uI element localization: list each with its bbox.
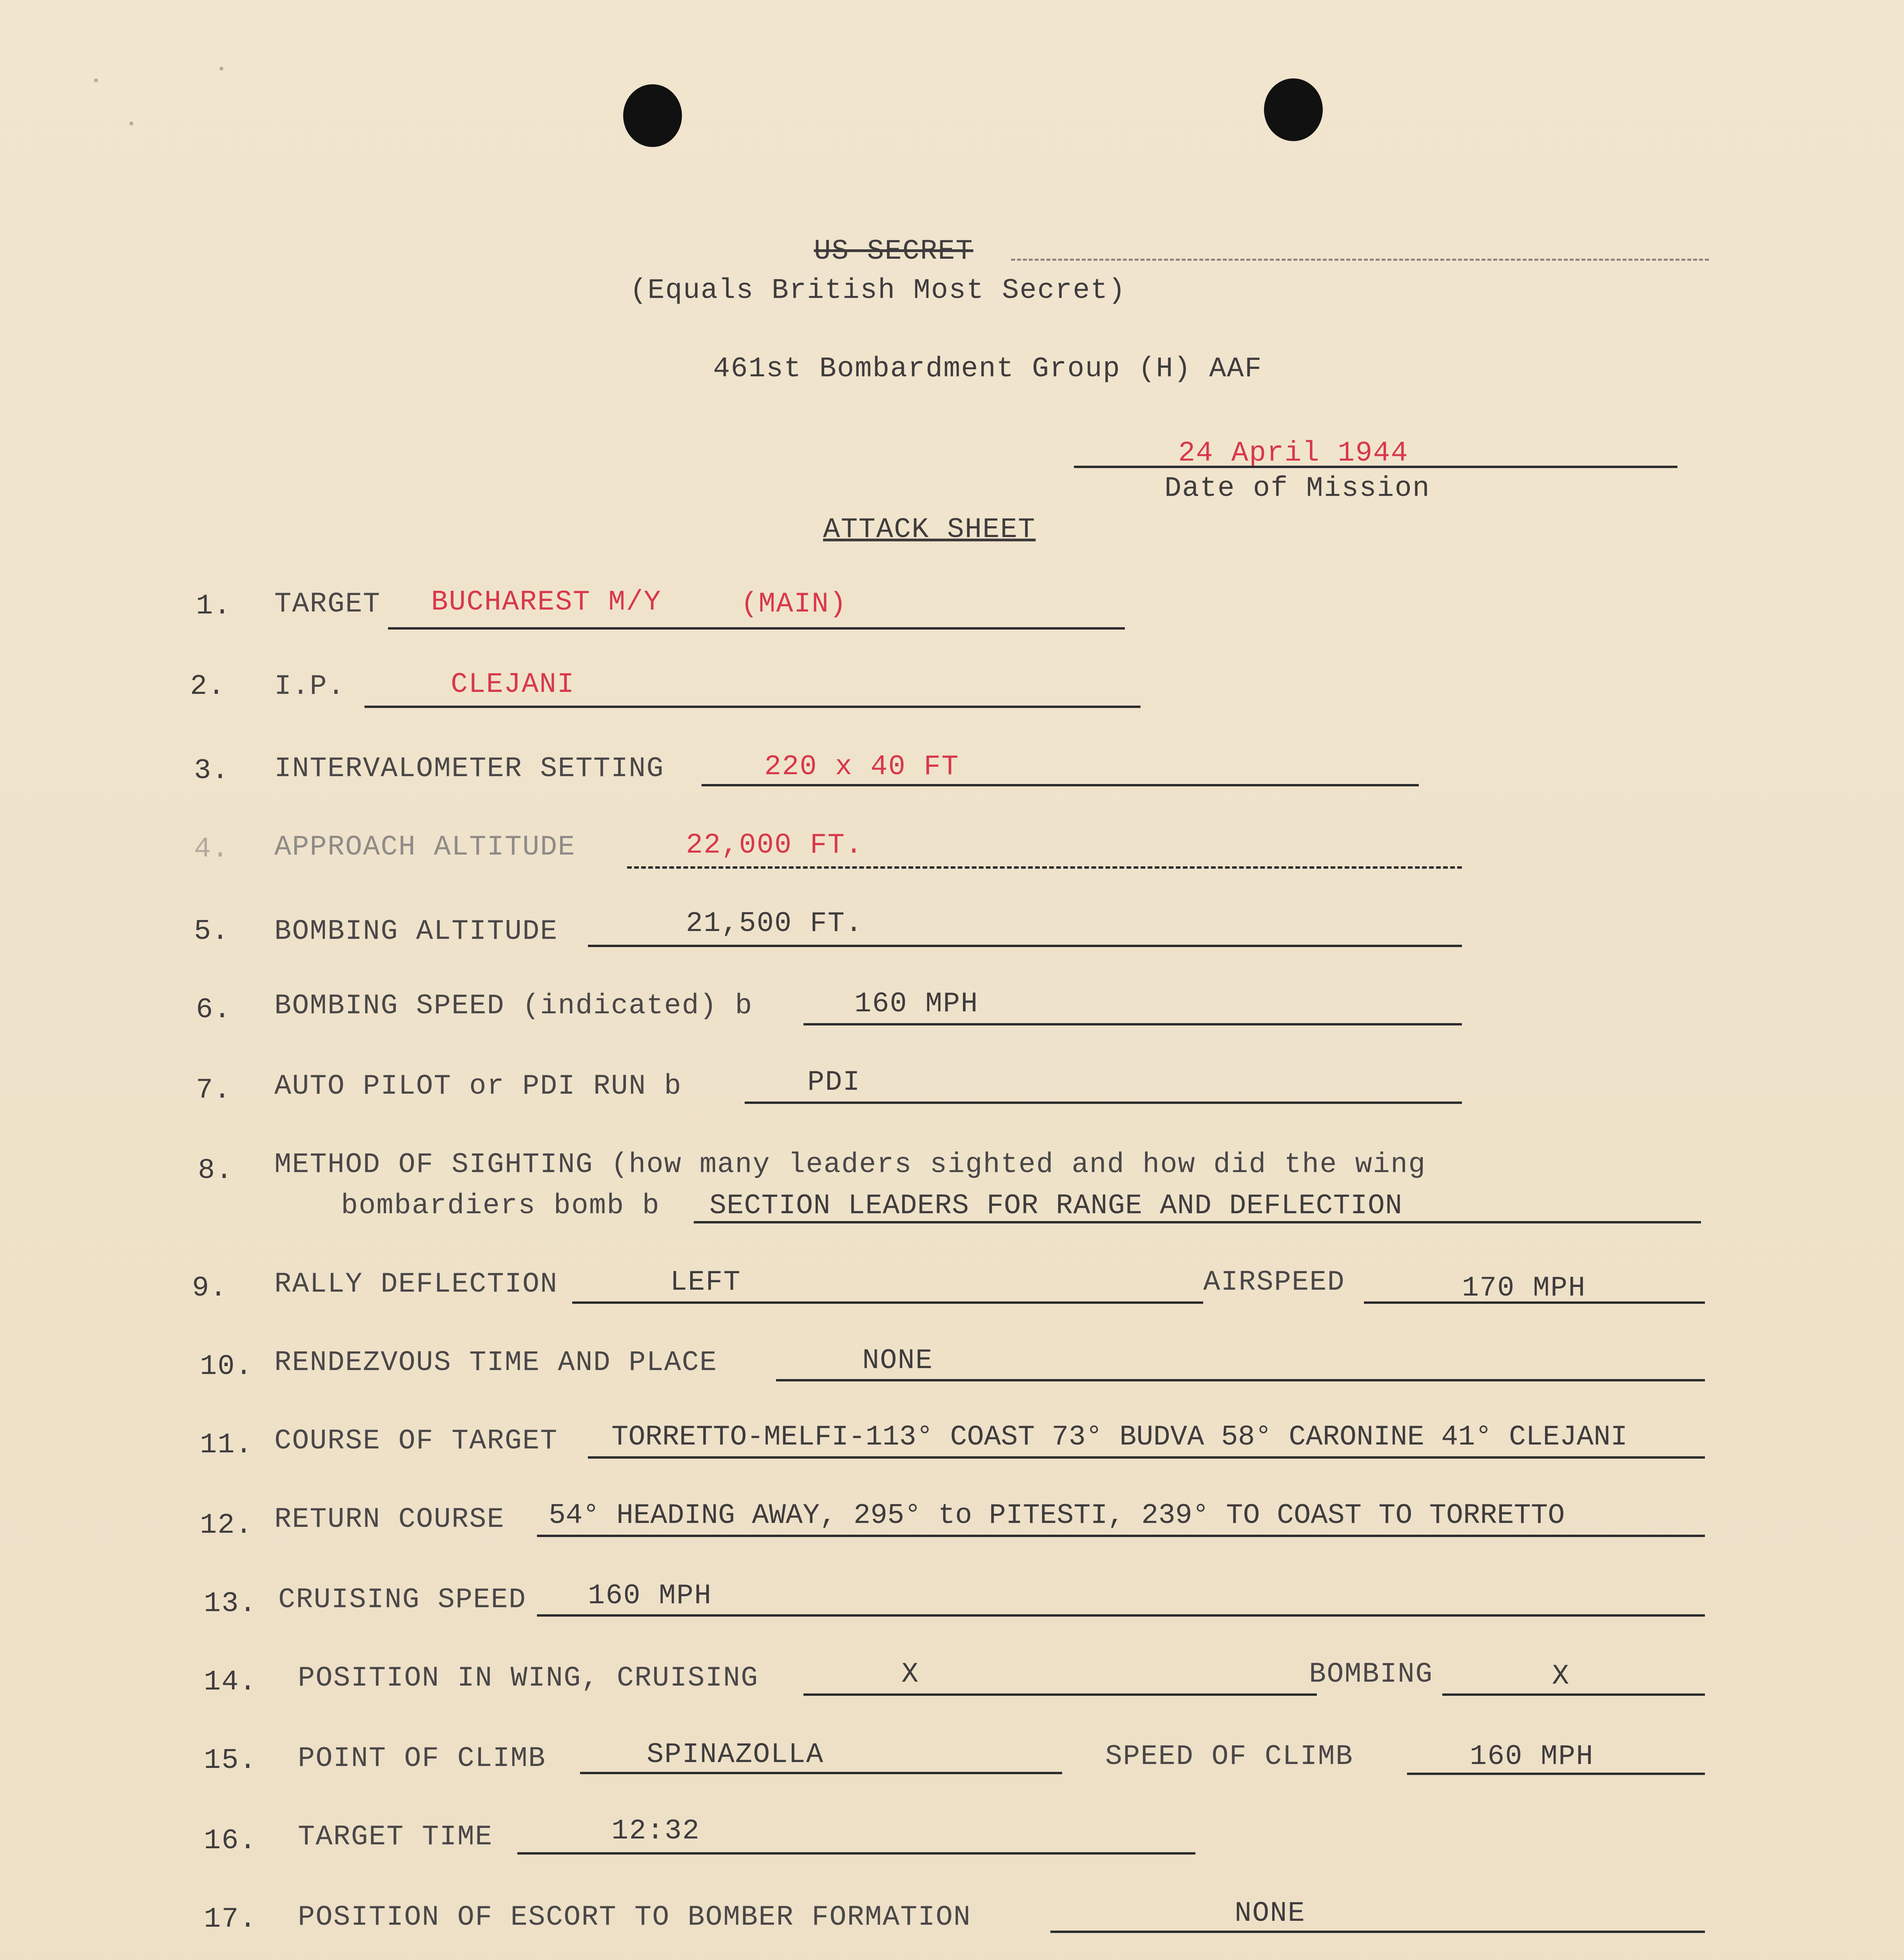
field-line [537,1535,1705,1537]
item-number: 9. [192,1272,228,1304]
item-number: 17. [204,1903,257,1935]
item-number: 11. [200,1429,253,1461]
unit-name: 461st Bombardment Group (H) AAF [713,353,1262,385]
field-label: TARGET [274,588,381,620]
mission-date-line [1074,466,1677,468]
field-label-climb-speed: SPEED OF CLIMB [1105,1740,1353,1773]
mission-date: 24 April 1944 [1178,437,1409,469]
equals-note: (Equals British Most Secret) [630,274,1126,307]
item-number: 3. [194,755,230,787]
item-number: 7. [196,1074,232,1106]
field-label: I.P. [274,670,345,702]
field-label: INTERVALOMETER SETTING [274,753,664,785]
bombing-speed-value: 160 MPH [854,988,979,1020]
item-number: 10. [200,1350,253,1383]
cruising-speed-value: 160 MPH [588,1580,712,1612]
punch-hole-left [623,84,682,147]
field-label-bombing: BOMBING [1309,1658,1433,1690]
escort-position-value: NONE [1235,1897,1306,1929]
field-label: POSITION OF ESCORT TO BOMBER FORMATION [298,1901,971,1933]
field-line [745,1102,1462,1104]
item-number: 15. [204,1744,257,1777]
item-number: 6. [196,994,232,1026]
field-line [1442,1693,1705,1696]
approach-altitude-value: 22,000 FT. [686,829,863,861]
field-label: BOMBING ALTITUDE [274,915,558,947]
field-label: BOMBING SPEED (indicated) b [274,990,753,1022]
rendezvous-value: NONE [862,1345,933,1377]
item-number: 13. [204,1588,257,1620]
field-label: APPROACH ALTITUDE [274,831,576,863]
field-label-cont: bombardiers bomb b [341,1190,660,1222]
field-label: AUTO PILOT or PDI RUN b [274,1070,682,1102]
course-value: TORRETTO-MELFI-113° COAST 73° BUDVA 58° CARONINE 41° CLEJANI [611,1421,1628,1453]
item-number: 14. [204,1666,257,1698]
paper-speck [129,122,133,125]
field-label: RETURN COURSE [274,1503,505,1535]
item-number: 8. [198,1154,234,1187]
field-line [627,866,1462,869]
field-line [572,1301,1203,1304]
bombing-position-value: X [1552,1660,1570,1692]
return-course-value: 54° HEADING AWAY, 295° to PITESTI, 239° TO COAST TO TORRETTO [549,1499,1565,1532]
field-line [702,784,1419,786]
item-number: 12. [200,1509,253,1541]
cruising-position-value: X [901,1658,919,1690]
ip-value: CLEJANI [451,668,575,701]
target-time-value: 12:32 [611,1815,700,1847]
pdi-value: PDI [807,1066,861,1098]
climb-speed-value: 160 MPH [1470,1740,1594,1773]
field-line [537,1614,1705,1617]
field-line [776,1379,1705,1381]
field-label: COURSE OF TARGET [274,1425,558,1457]
paper-speck [94,78,98,82]
paper-speck [219,67,223,71]
field-line [588,1456,1705,1459]
field-line [517,1852,1195,1855]
bombing-altitude-value: 21,500 FT. [686,907,863,940]
classification-marking: US SECRET [814,235,974,267]
target-value: BUCHAREST M/Y [431,586,662,618]
field-label: POSITION IN WING, CRUISING [298,1662,759,1694]
field-label: CRUISING SPEED [278,1584,526,1616]
airspeed-value: 170 MPH [1462,1272,1586,1304]
target-value-main: (MAIN) [741,588,847,620]
field-label: METHOD OF SIGHTING (how many leaders sighted and how did the wing [274,1149,1426,1181]
field-line [388,627,1125,630]
field-label: RENDEZVOUS TIME AND PLACE [274,1347,718,1379]
item-number: 4. [194,833,230,865]
field-line [580,1772,1062,1774]
field-line [364,706,1141,708]
item-number: 1. [196,590,232,622]
item-number: 16. [204,1825,257,1857]
field-label: POINT OF CLIMB [298,1742,546,1775]
field-line [1050,1931,1705,1933]
field-label: TARGET TIME [298,1821,493,1853]
mission-date-label: Date of Mission [1164,472,1431,505]
field-line [803,1693,1317,1696]
point-of-climb-value: SPINAZOLLA [647,1739,824,1771]
field-label: RALLY DEFLECTION [274,1268,558,1300]
item-number: 2. [190,670,226,702]
field-line [588,945,1462,947]
field-label-airspeed: AIRSPEED [1203,1266,1345,1298]
field-line [1364,1301,1705,1304]
punch-hole-right [1264,78,1323,141]
sighting-method-value: SECTION LEADERS FOR RANGE AND DEFLECTION [709,1190,1403,1222]
sheet-title: ATTACK SHEET [823,514,1036,546]
classification-strikeline [1011,259,1709,261]
field-line [694,1221,1701,1223]
field-line [803,1023,1462,1025]
intervalometer-value: 220 x 40 FT [764,751,959,783]
field-line [1407,1773,1705,1775]
item-number: 5. [194,915,230,947]
rally-deflection-value: LEFT [670,1266,741,1298]
